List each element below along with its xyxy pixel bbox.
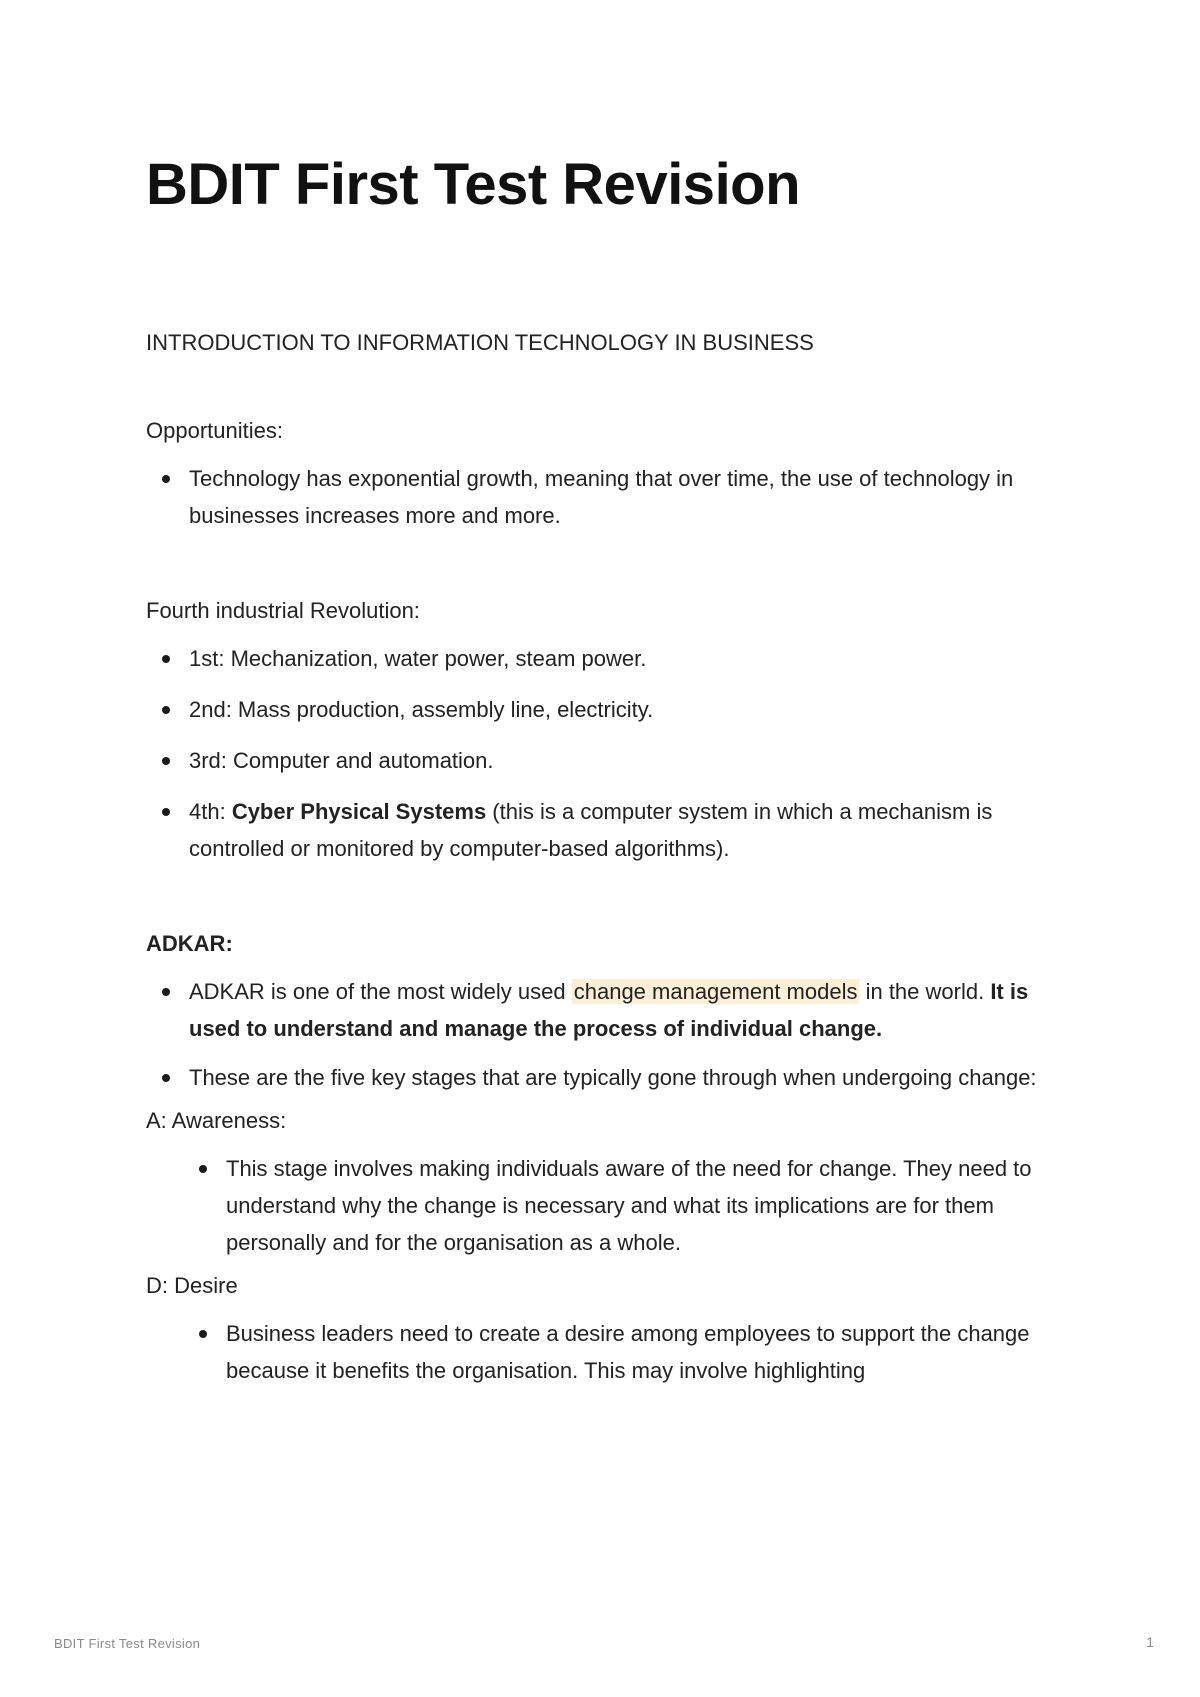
footer-doc-name: BDIT First Test Revision: [54, 1636, 201, 1651]
item-prefix: 4th:: [189, 799, 232, 824]
list-item: These are the five key stages that are typically gone through when undergoing change:: [146, 1059, 1066, 1096]
adkar-list: [146, 973, 1066, 1096]
footer-page-number: 1: [1146, 1634, 1154, 1650]
revolution-label: Fourth industrial Revolution:: [146, 598, 420, 623]
list-item: [146, 793, 1066, 867]
document-title: BDIT First Test Revision: [146, 152, 801, 217]
highlighted-text: change management models: [573, 979, 858, 1004]
list-item: 2nd: Mass production, assembly line, electricity.: [146, 691, 1066, 728]
desire-label: D: Desire: [146, 1273, 238, 1298]
awareness-label: A: Awareness:: [146, 1108, 287, 1133]
adkar-label: ADKAR:: [146, 931, 233, 956]
document-page: [146, 150, 1066, 1389]
item-rest: (this is a computer system in which a mechanism is controlled or monitored by computer-based algorithms).: [189, 799, 993, 861]
list-item: Technology has exponential growth, meaning that over time, the use of technology in businesses increases more and more.: [146, 460, 1066, 534]
item-bold-term: Cyber Physical Systems: [231, 799, 487, 824]
opportunities-list: [146, 460, 1066, 534]
list-item: Business leaders need to create a desire among employees to support the change because it benefits the organisation. This may involve highlighting: [146, 1315, 1066, 1389]
desire-list: [146, 1315, 1066, 1389]
list-item: This stage involves making individuals aware of the need for change. They need to understand why the change is necessary and what its implications are for them personally and for the organisation as a whole.: [146, 1150, 1066, 1261]
opportunities-label: Opportunities:: [146, 418, 283, 443]
list-item: 3rd: Computer and automation.: [146, 742, 1066, 779]
item-middle: in the world.: [859, 979, 991, 1004]
item-bold-text: It is used to understand and manage the process of individual change.: [189, 979, 1029, 1041]
section-heading: INTRODUCTION TO INFORMATION TECHNOLOGY IN BUSINESS: [146, 330, 814, 355]
awareness-list: [146, 1150, 1066, 1261]
revolution-list: [146, 640, 1066, 867]
list-item: [146, 973, 1066, 1047]
item-prefix: ADKAR is one of the most widely used: [189, 979, 572, 1004]
list-item: 1st: Mechanization, water power, steam power.: [146, 640, 1066, 677]
